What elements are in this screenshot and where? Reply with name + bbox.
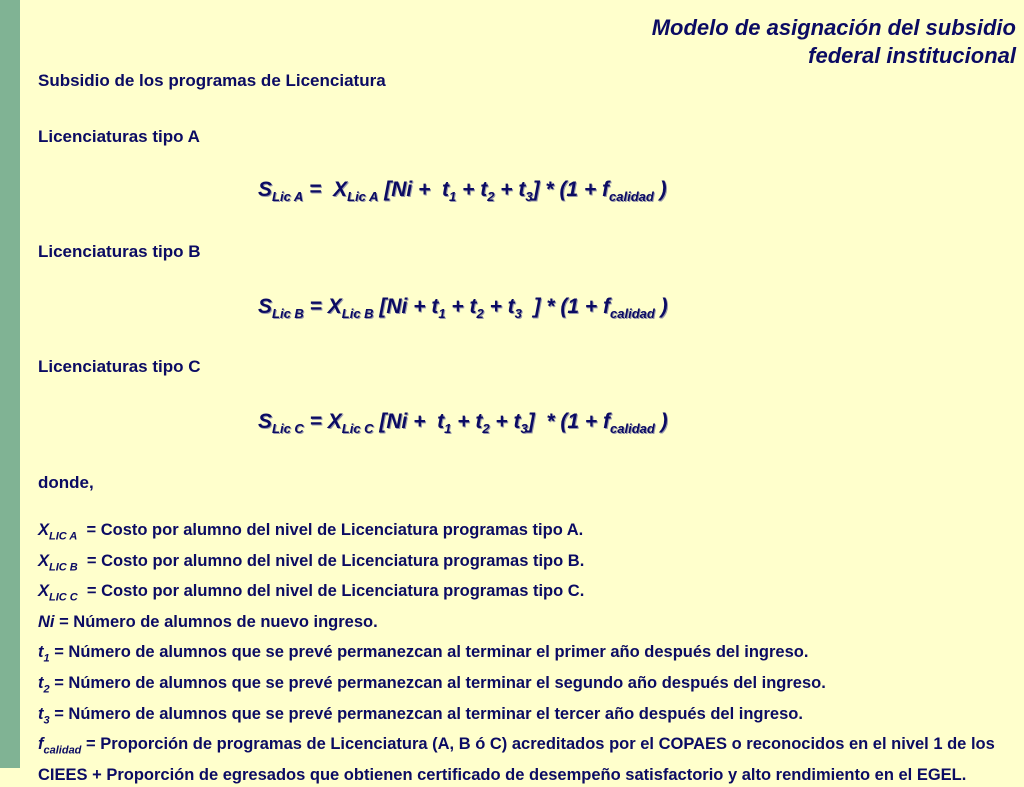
left-accent-bar (0, 0, 20, 768)
section-label-a: Licenciaturas tipo A (38, 127, 200, 146)
definition-x-lic-b: $X_{LIC B}$ = Costo por alumno del nivel de Licenciatura programas tipo B. (38, 551, 585, 573)
definition-t2: $t_2$ = Número de alumnos que se prevé permanezcan al terminar el segundo año después del ingreso. (38, 673, 826, 696)
formula-lic-a: $S_{Lic A} = X_{Lic A}$ $[Ni + t_1 + t_2 + t_3] * (1 + f_{calidad}$ ) (258, 178, 667, 205)
section-label-b: Licenciaturas tipo B (38, 242, 201, 261)
slide-title (652, 14, 1016, 70)
definition-t3: $t_3$ = Número de alumnos que se prevé permanezcan al terminar el tercer año después del ingreso. (38, 704, 803, 726)
definition-x-lic-c: $X_{LIC C}$ = Costo por alumno del nivel de Licenciatura programas tipo C. (38, 582, 585, 604)
definitions-list (38, 518, 1008, 787)
section-heading: Subsidio de los programas de Licenciatura (38, 71, 386, 90)
formula-lic-b: $S_{Lic B} = X_{Lic B}$ [$Ni + t_1 + t_2 + t_3$ ] * ($1 + f_{calidad}$ ) (258, 295, 668, 322)
title-line-2: federal institucional (808, 43, 1016, 68)
formula-lic-c: $S_{Lic C} = X_{Lic C}$ $[Ni + t_1 + t_2 + t_3] * (1 + f_{calidad}$ ) (258, 410, 668, 437)
definition-x-lic-a: $X_{LIC A}$ = Costo por alumno del nivel de Licenciatura programas tipo A. (38, 521, 584, 543)
title-line-1: Modelo de asignación del subsidio (651, 15, 1016, 40)
section-label-c: Licenciaturas tipo C (38, 357, 201, 376)
definition-ni: Ni = Número de alumnos de nuevo ingreso. (38, 612, 378, 631)
donde-label: donde, (38, 473, 94, 492)
definition-f-calidad: $f_{calidad}$ = Proporción de programas de Licenciatura (A, B ó C) acreditados por el COPAES o reconocidos en el nivel 1 de los CIEES + Proporción de egresados que obtienen certificado de desempeño satisfactorio y alto rendimiento en el EGEL. (38, 735, 995, 784)
definition-t1: $t_1$ = Número de alumnos que se prevé permanezcan al terminar el primer año después del ingreso. (38, 643, 809, 665)
